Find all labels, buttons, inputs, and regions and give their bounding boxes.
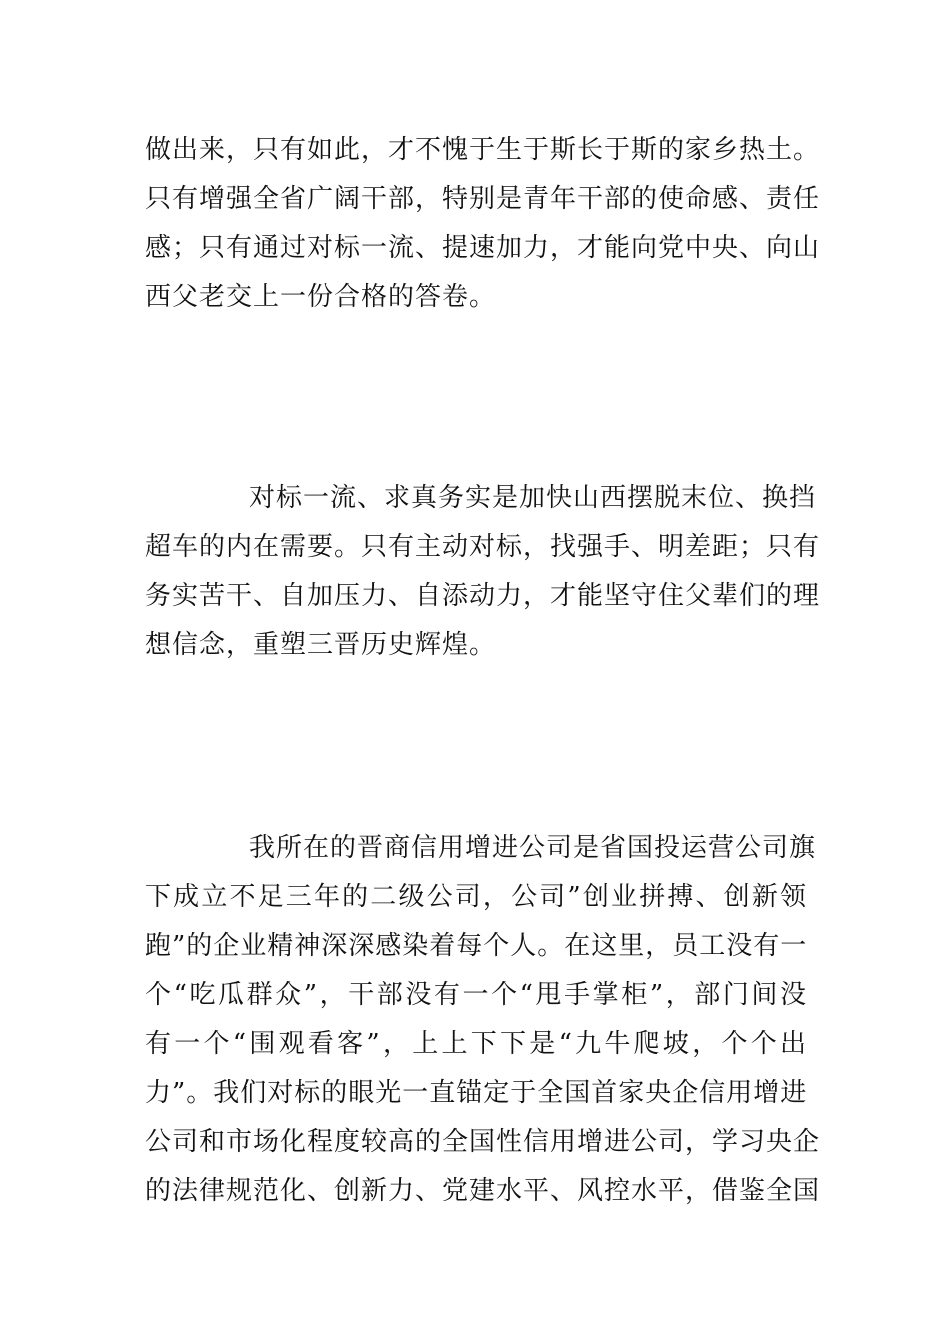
text-line: 个“吃瓜群众”，干部没有一个“甩手掌柜”，部门间没 (145, 980, 807, 1010)
paragraph-3 (145, 824, 821, 1216)
text-line: 的法律规范化、创新力、党建水平、风控水平，借鉴全国 (145, 1176, 821, 1206)
text-line: 西父老交上一份合格的答卷。 (145, 282, 497, 312)
text-line: 公司和市场化程度较高的全国性信用增进公司，学习央企 (145, 1127, 821, 1157)
text-line: 对标一流、求真务实是加快山西摆脱末位、换挡 (249, 483, 817, 513)
text-line: 跑”的企业精神深深感染着每个人。在这里，员工没有一 (145, 931, 808, 961)
text-line: 想信念，重塑三晋历史辉煌。 (145, 630, 497, 660)
text-line: 做出来，只有如此，才不愧于生于斯长于斯的家乡热土。 (145, 135, 821, 165)
paragraph-1 (145, 126, 821, 322)
text-line: 我所在的晋商信用增进公司是省国投运营公司旗 (249, 833, 817, 863)
text-line: 下成立不足三年的二级公司，公司”创业拼搏、创新领 (145, 882, 807, 912)
text-line: 力”。我们对标的眼光一直锚定于全国首家央企信用增进 (145, 1078, 808, 1108)
text-line: 只有增强全省广阔干部，特别是青年干部的使命感、责任 (145, 184, 821, 214)
text-line: 感；只有通过对标一流、提速加力，才能向党中央、向山 (145, 233, 821, 263)
text-line: 有一个“围观看客”，上上下下是“九牛爬坡，个个出 (145, 1029, 807, 1059)
text-line: 务实苦干、自加压力、自添动力，才能坚守住父辈们的理 (145, 581, 821, 611)
text-line: 超车的内在需要。只有主动对标，找强手、明差距；只有 (145, 532, 821, 562)
paragraph-2 (145, 474, 821, 670)
